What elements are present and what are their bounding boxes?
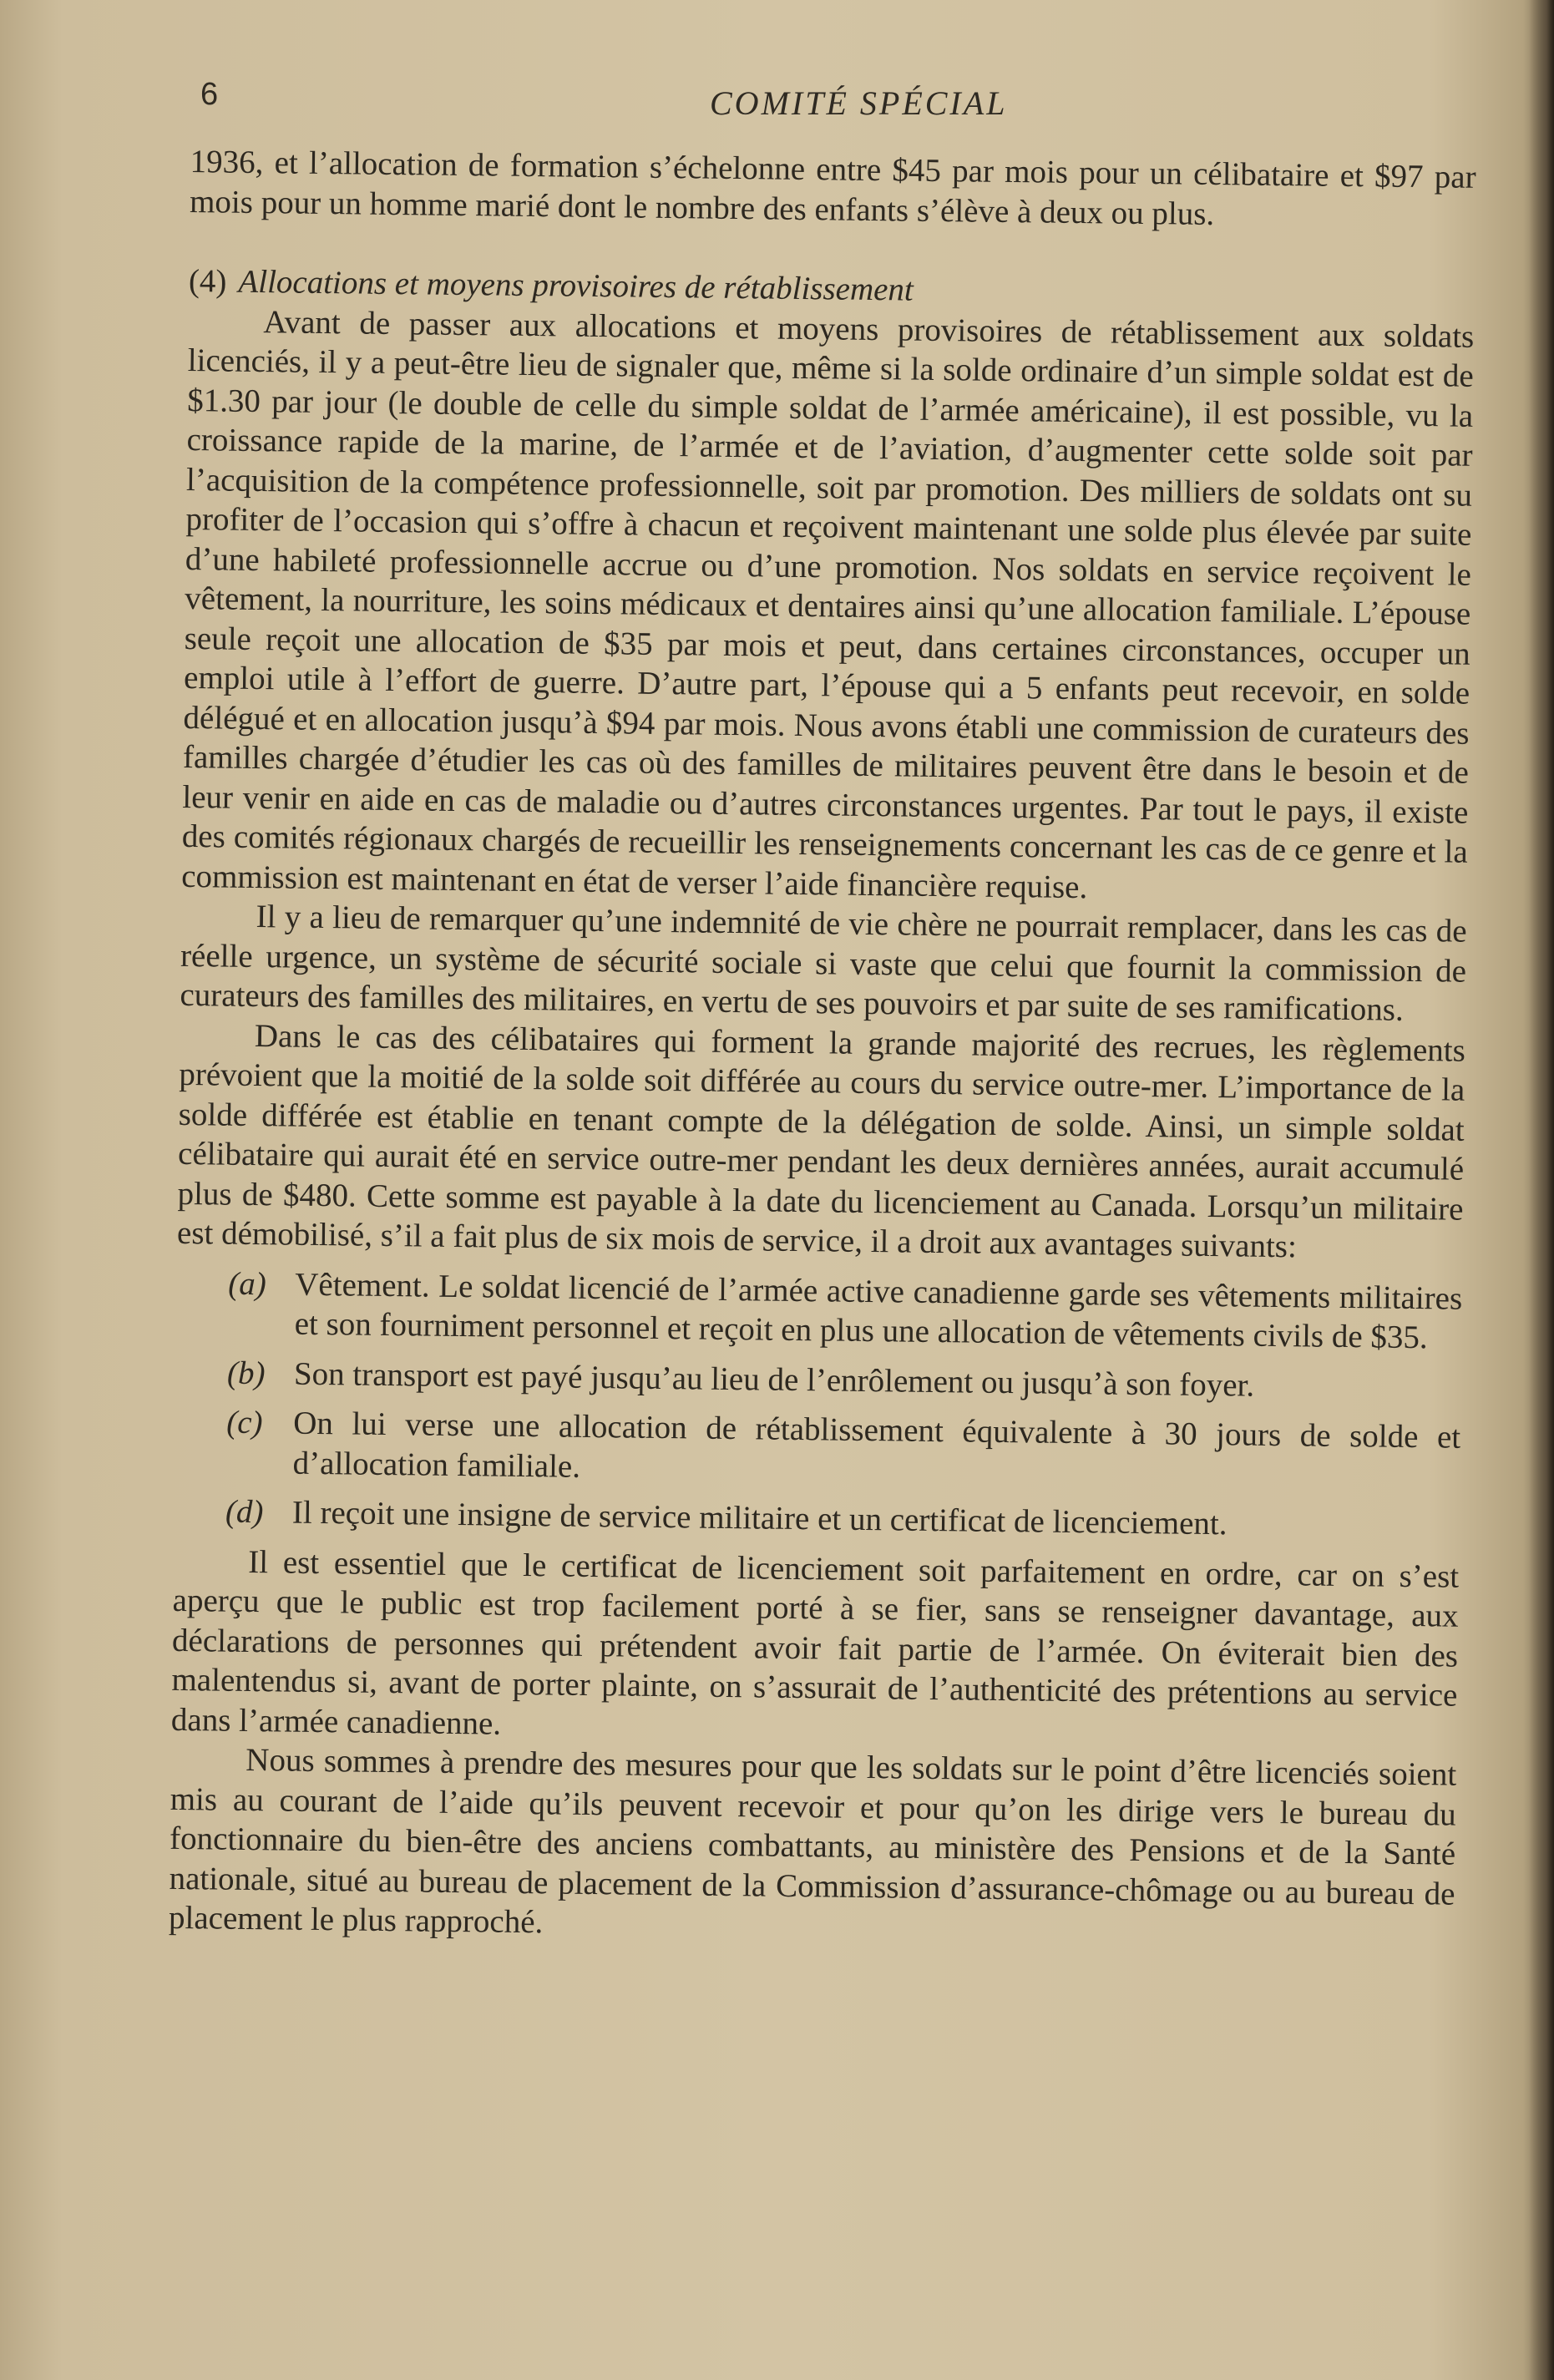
list-item-text: Il reçoit une insigne de service militaire et un certificat de licenciement. xyxy=(291,1494,1228,1542)
list-item xyxy=(175,1263,1462,1358)
benefits-list xyxy=(174,1263,1463,1547)
list-item xyxy=(175,1352,1461,1407)
page-number: 6 xyxy=(200,77,219,112)
paragraph-continuation: 1936, et l’allocation de formation s’échelonne entre $45 par mois pour un célibataire et $97 par mois pour un homme marié dont le nombre des enfants s’élève à deux ou plus. xyxy=(189,143,1476,232)
list-marker: (d) xyxy=(225,1493,264,1531)
list-item-text: On lui verse une allocation de rétablissement équivalente à 30 jours de solde et d’allocation familiale. xyxy=(292,1405,1461,1485)
book-spine-shadow xyxy=(1529,0,1554,2380)
section-title: Allocations et moyens provisoires de rétablissement xyxy=(238,263,914,308)
section-number: (4) xyxy=(188,262,227,300)
list-marker: (a) xyxy=(228,1265,267,1302)
list-marker: (b) xyxy=(226,1355,266,1391)
running-title: COMITÉ SPÉCIAL xyxy=(710,84,1008,122)
page-header xyxy=(200,77,1478,135)
list-item xyxy=(174,1402,1460,1497)
list-item-text: Vêtement. Le soldat licencié de l’armée active canadienne garde ses vêtements militaires et son fourniment personnel et reçoit en plus une allocation de vêtements civils de $35. xyxy=(294,1266,1463,1356)
paragraph-pay-and-allowances: Avant de passer aux allocations et moyens provisoires de rétablissement aux soldats licenciés, il y a peut-être lieu de signaler que, même si la solde ordinaire d’un simple soldat est de $1.30 par jour (le double de celle du simple soldat de l’armée américaine), il est possible, vu la croissance rapide de la marine, de l’armée et de l’aviation, d’augmenter cette solde soit par l’acquisition de la compétence professionnelle, soit par promotion. Des milliers de soldats ont su profiter de l’occasion qui s’offre à chacun et reçoivent maintenant une solde plus élevée par suite d’une habileté professionnelle accrue ou d’une promotion. Nos soldats en service reçoivent le vêtement, la nourriture, les soins médicaux et dentaires ainsi qu’une allocation familiale. L’épouse seule reçoit une allocation de $35 par mois et peut, dans certaines circonstances, occuper un emploi utile à l’effort de guerre. D’autre part, l’épouse qui a 5 enfants peut recevoir, en solde délégué et en allocation jusqu’à $94 par mois. Nous avons établi une commission de curateurs des familles chargée d’étudier les cas où des familles de militaires peuvent être dans le besoin et de leur venir en aide en cas de maladie ou d’autres circonstances urgentes. Par tout le pays, il existe des comités régionaux chargés de recueillir les renseignements concernant les cas de ce genre et la commission est maintenant en état de verser l’aide financière requise. xyxy=(180,303,1475,905)
paragraph-welfare-officer: Nous sommes à prendre des mesures pour que les soldats sur le point d’être licenciés soient mis au courant de l’aide qu’ils peuvent recevoir et pour qu’on les dirige vers le bureau du fonctionnaire du bien-être des anciens combattants, au ministère des Pensions et de la Santé nationale, situé au bureau de placement de la Commission d’assurance-chômage ou au bureau de placement le plus rapproché. xyxy=(168,1741,1457,1941)
list-marker: (c) xyxy=(226,1404,263,1441)
paragraph-cost-of-living: Il y a lieu de remarquer qu’une indemnité de vie chère ne pourrait remplacer, dans les cas de réelle urgence, un système de sécurité sociale si vaste que celui que fournit la commission de curateurs des familles des militaires, en vertu de ses pouvoirs et par suite de ses ramifications. xyxy=(180,899,1467,1028)
paragraph-deferred-pay: Dans le cas des célibataires qui forment la grande majorité des recrues, les règlements prévoient que la moitié de la solde soit différée au cours du service outre-mer. L’importance de la solde différée est établie en tenant compte de la délégation de solde. Ainsi, un simple soldat célibataire qui aurait été en service outre-mer pendant les deux dernières années, aurait accumulé plus de $480. Cette somme est payable à la date du licenciement au Canada. Lorsqu’un militaire est démobilisé, s’il a fait plus de six mois de service, il a droit aux avantages suivants: xyxy=(176,1017,1466,1265)
list-item-text: Son transport est payé jusqu’au lieu de l’enrôlement ou jusqu’à son foyer. xyxy=(293,1355,1255,1404)
list-item xyxy=(174,1491,1460,1547)
paragraph-discharge-certificate: Il est essentiel que le certificat de licenciement soit parfaitement en ordre, car on s’est aperçu que le public est trop facilement porté à se fier, sans se renseigner davantage, aux déclarations de personnes qui prétendent avoir fait partie de l’armée. On éviterait bien des malentendus si, avant de porter plainte, on s’assurait de l’authenticité des prétentions au service dans l’armée canadienne. xyxy=(170,1543,1460,1742)
page-body xyxy=(169,142,1476,1953)
